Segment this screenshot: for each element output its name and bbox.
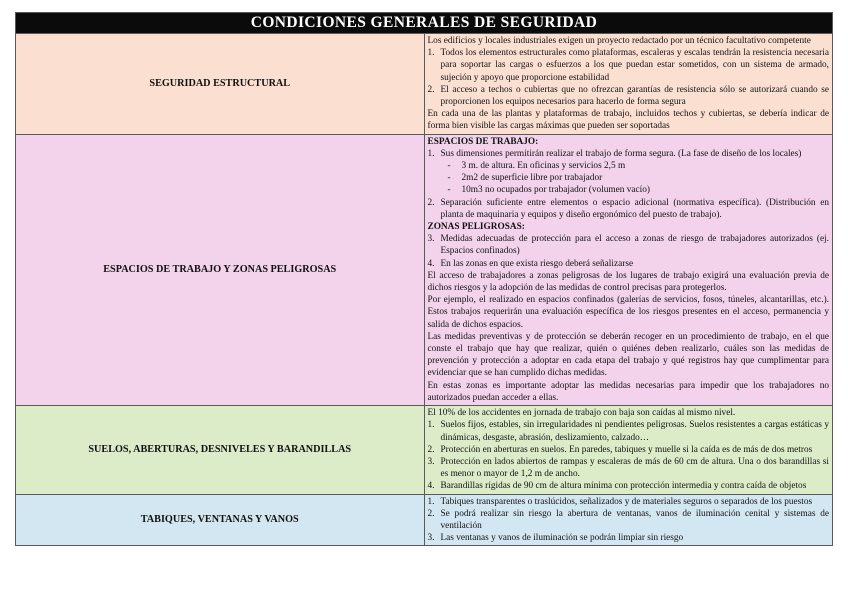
numbered-item: [428, 532, 830, 544]
item-text: En las zonas en que exista riesgo deberá señalizarse: [440, 258, 634, 269]
numbered-item: [428, 456, 830, 480]
item-marker: 1.: [427, 420, 435, 431]
partitions-windows-row: [16, 494, 833, 546]
item-marker: -: [447, 161, 451, 172]
paragraph: En estas zonas es importante adoptar las medidas necesarias para impedir que los trabajadores no autorizados puedan acceder a ellas.: [427, 380, 829, 403]
dash-item: [448, 172, 830, 184]
floors-openings-railings-row: [16, 406, 833, 494]
item-marker: 3.: [427, 533, 435, 544]
numbered-item: [428, 419, 830, 443]
item-marker: 2.: [427, 197, 435, 208]
numbered-item: [428, 258, 830, 270]
numbered-item: [428, 444, 830, 456]
structural-safety-row: [16, 34, 833, 135]
numbered-item: [428, 148, 830, 160]
item-marker: 1.: [427, 48, 435, 59]
item-marker: -: [447, 173, 451, 184]
paragraph: Las medidas preventivas y de protección se deberán recoger en un procedimiento de trabajo, en el que conste el trabajo que hay que realizar, quién o quiénes deben realizarlo, cuáles son las medidas de prevención y protección a adoptar en cada etapa del trabajo y qué registros hay que cumplimentar para evidenciar que se han cumplido dichas medidas.: [427, 331, 829, 379]
conditions-table-body: [16, 13, 833, 546]
item-text: 3 m. de altura. En oficinas y servicios 2,5 m: [461, 161, 626, 172]
section-label: ESPACIOS DE TRABAJO Y ZONAS PELIGROSAS: [16, 134, 425, 405]
item-marker: 3.: [427, 456, 435, 467]
section-content: [424, 34, 833, 135]
subsection-heading: ZONAS PELIGROSAS:: [427, 222, 525, 233]
paragraph: El 10% de los accidentes en jornada de trabajo con baja son caídas al mismo nivel.: [427, 408, 736, 419]
paragraph: En cada una de las plantas y plataformas de trabajo, incluidos techos y cubiertas, se debería indicar de forma bien visible las cargas máximas que pueden ser soportadas: [427, 109, 829, 132]
paragraph: Por ejemplo, el realizado en espacios confinados (galerías de servicios, fosos, túneles, alcantarillas, etc.). Estos trabajos requerirán una evaluación específica de los riesgos presentes en el acceso, permanencia y salida de dichos espacios.: [427, 295, 829, 330]
item-text: Sus dimensiones permitirán realizar el trabajo de forma segura. (La fase de diseño de los locales): [440, 148, 802, 159]
item-text: Barandillas rígidas de 90 cm de altura mínima con protección intermedia y contra caída de objetos: [440, 481, 807, 492]
item-text: El acceso a techos o cubiertas que no ofrezcan garantías de resistencia sólo se autorizará cuando se proporcionen los equipos necesarios para hacerlo de forma segura: [440, 84, 829, 108]
item-text: 10m3 no ocupados por trabajador (volumen vacío): [461, 185, 650, 196]
item-text: 2m2 de superficie libre por trabajador: [461, 173, 603, 184]
item-marker: 3.: [427, 234, 435, 245]
item-text: Tabiques transparentes o traslúcidos, señalizados y de materiales seguros o separados de los puestos: [440, 496, 813, 507]
paragraph: Los edificios y locales industriales exigen un proyecto redactado por un técnico facultativo competente: [427, 36, 811, 46]
item-marker: 4.: [427, 481, 435, 492]
numbered-item: [428, 47, 830, 84]
item-text: Todos los elementos estructurales como plataformas, escaleras y escalas tendrán la resistencia necesaria para soportar las cargas o esfuerzos a los que puedan estar sometidos, con un sistema de armado, sujeción y apoyo que proporcione estabilidad: [440, 48, 829, 83]
numbered-item: [428, 480, 830, 492]
section-content: [424, 406, 833, 494]
workspaces-hazard-zones-row: [16, 134, 833, 405]
title-row: [16, 13, 833, 34]
numbered-item: [428, 496, 830, 508]
item-marker: 2.: [427, 84, 435, 95]
table-title: CONDICIONES GENERALES DE SEGURIDAD: [16, 13, 833, 34]
section-label: SUELOS, ABERTURAS, DESNIVELES Y BARANDILLAS: [16, 406, 425, 494]
numbered-item: [428, 508, 830, 532]
numbered-item: [428, 84, 830, 108]
item-text: Protección en aberturas en suelos. En paredes, tabiques y muelle si la caída es de más de dos metros: [440, 444, 813, 455]
item-marker: 2.: [427, 444, 435, 455]
item-text: Separación suficiente entre elementos o espacio adicional (normativa específica). (Distribución en planta de maquinaria y equipos y diseño ergonómico del puesto de trabajo).: [440, 197, 829, 220]
numbered-item: [428, 197, 830, 221]
conditions-table: [15, 12, 833, 546]
item-text: Las ventanas y vanos de iluminación se podrán limpiar sin riesgo: [440, 533, 684, 544]
section-label: TABIQUES, VENTANAS Y VANOS: [16, 494, 425, 546]
dash-item: [448, 184, 830, 196]
section-content: [424, 494, 833, 546]
item-marker: 2.: [427, 508, 435, 519]
item-marker: 1.: [427, 496, 435, 507]
section-label: SEGURIDAD ESTRUCTURAL: [16, 34, 425, 135]
item-marker: 1.: [427, 148, 435, 159]
item-text: Protección en lados abiertos de rampas y escaleras de más de 60 cm de altura. Una o dos barandillas si es menor o mayor de 1,2 m de ancho.: [440, 456, 829, 480]
item-text: Se podrá realizar sin riesgo la abertura de ventanas, vanos de iluminación cenital y sistemas de ventilación: [440, 508, 829, 531]
paragraph: El acceso de trabajadores a zonas peligrosas de los lugares de trabajo exigirá una evaluación previa de dichos riesgos y la adopción de las medidas de control precisas para protegerlos.: [427, 270, 829, 294]
item-marker: -: [447, 185, 451, 196]
section-content: [424, 134, 833, 405]
safety-conditions-sheet: [15, 12, 833, 546]
item-text: Suelos fijos, estables, sin irregularidades ni pendientes peligrosas. Suelos resistentes a cargas estáticas y dinámicas, desgaste, abrasión, deslizamiento, calzado…: [440, 420, 829, 443]
dash-item: [448, 160, 830, 172]
item-text: Medidas adecuadas de protección para el acceso a zonas de riesgo de trabajadores autorizados (ej. Espacios confinados): [440, 234, 829, 257]
numbered-item: [428, 233, 830, 257]
item-marker: 4.: [427, 258, 435, 269]
subsection-heading: ESPACIOS DE TRABAJO:: [427, 136, 539, 147]
